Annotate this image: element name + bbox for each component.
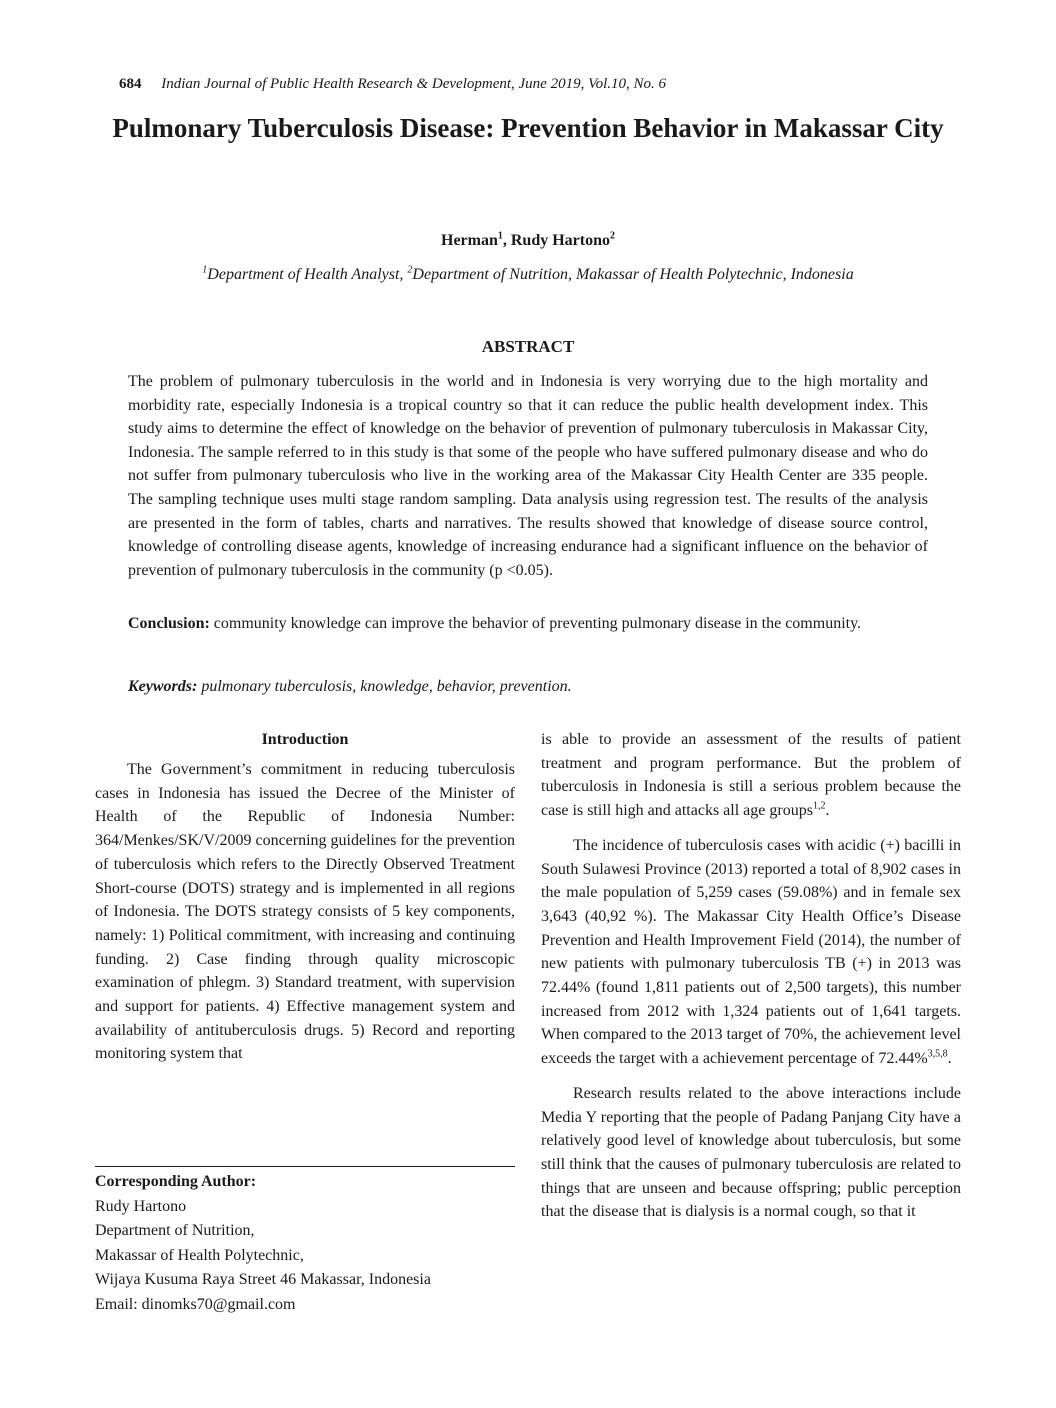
section-heading-introduction: Introduction: [261, 731, 349, 748]
affiliations: [90, 266, 966, 284]
affiliation-mark: 1: [202, 264, 208, 276]
right-column: [541, 728, 961, 1224]
abstract-body: The problem of pulmonary tuberculosis in the world and in Indonesia is very worrying due to the high mortality and morbidity rate, especially Indonesia is a tropical country so that it can reduce the public health development index. This study aims to determine the effect of knowledge on the behavior of prevention of pulmonary tuberculosis in Makassar City, Indonesia. The sample referred to in this study is that some of the people who have suffered pulmonary disease and who do not suffer from pulmonary tuberculosis who live in the working area of the Makassar City Health Center are 335 people. The sampling technique uses multi stage random sampling. Data analysis using regression test. The results of the analysis are presented in the form of tables, charts and narratives. The results showed that knowledge of disease source control, knowledge of controlling disease agents, knowledge of increasing endurance had a significant influence on the behavior of prevention of pulmonary tuberculosis in the community (p <0.05).: [128, 373, 928, 579]
conclusion-label: Conclusion:: [128, 615, 210, 632]
article-title: Pulmonary Tuberculosis Disease: Prevention Behavior in Makassar City: [112, 113, 944, 143]
affiliation-text: Department of Nutrition, Makassar of Health Polytechnic, Indonesia: [412, 266, 854, 283]
keywords: [128, 675, 928, 699]
paragraph-end: .: [947, 1050, 952, 1068]
paragraph-text: The incidence of tuberculosis cases with acidic (+) bacilli in South Sulawesi Province (2013) reported a total of 8,902 cases in the male population of 5,259 cases (59.08%) and in female sex 3,643 (40,92 %). The Makassar City Health Office’s Disease Prevention and Health Improvement Field (2014), the number of new patients with pulmonary tuberculosis TB (+) in 2013 was 72.44% (found 1,811 patients out of 2,500 targets), this number increased from 2012 with 1,324 patients out of 1,641 targets. When compared to the 2013 target of 70%, the achievement level exceeds the target with a achievement percentage of 72.44%: [541, 836, 961, 1068]
citation-mark: 3,5,8: [927, 1048, 948, 1060]
corresponding-author-name: Rudy Hartono: [95, 1197, 187, 1215]
body-paragraph-continued: [541, 728, 961, 823]
author-name: Rudy Hartono: [510, 232, 610, 249]
body-paragraph: [541, 834, 961, 1071]
affiliation-text: Department of Health Analyst,: [207, 266, 408, 283]
corresponding-author-email: Email: dinomks70@gmail.com: [95, 1295, 296, 1313]
author-affiliation-mark: 1: [497, 230, 503, 242]
author-list: [90, 232, 966, 250]
journal-citation: Indian Journal of Public Health Research & Development, June 2019, Vol.10, No. 6: [161, 76, 667, 92]
corresponding-author-department: Department of Nutrition,: [95, 1222, 255, 1239]
citation-mark: 1,2: [812, 800, 826, 812]
corresponding-author-address: Wijaya Kusuma Raya Street 46 Makassar, Indonesia: [95, 1271, 431, 1288]
paragraph-text: is able to provide an assessment of the results of patient treatment and program performance. But the problem of tuberculosis in Indonesia is still a serious problem because the case is still high and attacks all age groups: [541, 731, 961, 820]
footnote-divider: [95, 1166, 515, 1167]
running-header: [119, 76, 666, 93]
keywords-label: Keywords:: [128, 678, 198, 695]
paragraph-end: .: [825, 802, 830, 820]
corresponding-author-institution: Makassar of Health Polytechnic,: [95, 1246, 304, 1264]
abstract-heading: ABSTRACT: [481, 337, 575, 356]
corresponding-author-block: [95, 1170, 515, 1317]
page-number: 684: [119, 76, 142, 92]
author-separator: ,: [502, 232, 511, 249]
author-name: Herman: [441, 232, 498, 249]
corresponding-author-heading: Corresponding Author:: [95, 1173, 257, 1190]
abstract-conclusion: [128, 612, 928, 636]
body-paragraph: Research results related to the above interactions include Media Y reporting that the people of Padang Panjang City have a relatively good level of knowledge about tuberculosis, but some still think that the causes of pulmonary tuberculosis are related to things that are unseen and because offspring; public perception that the disease that is dialysis is a normal cough, so that it: [541, 1084, 961, 1221]
author-affiliation-mark: 2: [610, 230, 615, 242]
body-paragraph: The Government’s commitment in reducing tuberculosis cases in Indonesia has issued the Decree of the Minister of Health of the Republic of Indonesia Number: 364/Menkes/SK/V/2009 concerning guidelines for the prevention of tuberculosis which refers to the Directly Observed Treatment Short-course (DOTS) strategy and is implemented in all regions of Indonesia. The DOTS strategy consists of 5 key components, namely: 1) Political commitment, with increasing and continuing funding. 2) Case finding through quality microscopic examination of phlegm. 3) Standard treatment, with supervision and support for patients. 4) Effective management system and availability of antituberculosis drugs. 5) Record and reporting monitoring system that: [95, 761, 515, 1063]
affiliation-mark: 2: [407, 264, 413, 276]
left-column: [95, 728, 515, 1066]
conclusion-text: community knowledge can improve the behavior of preventing pulmonary disease in the community.: [209, 615, 862, 632]
keywords-text: pulmonary tuberculosis, knowledge, behavior, prevention.: [197, 678, 572, 695]
